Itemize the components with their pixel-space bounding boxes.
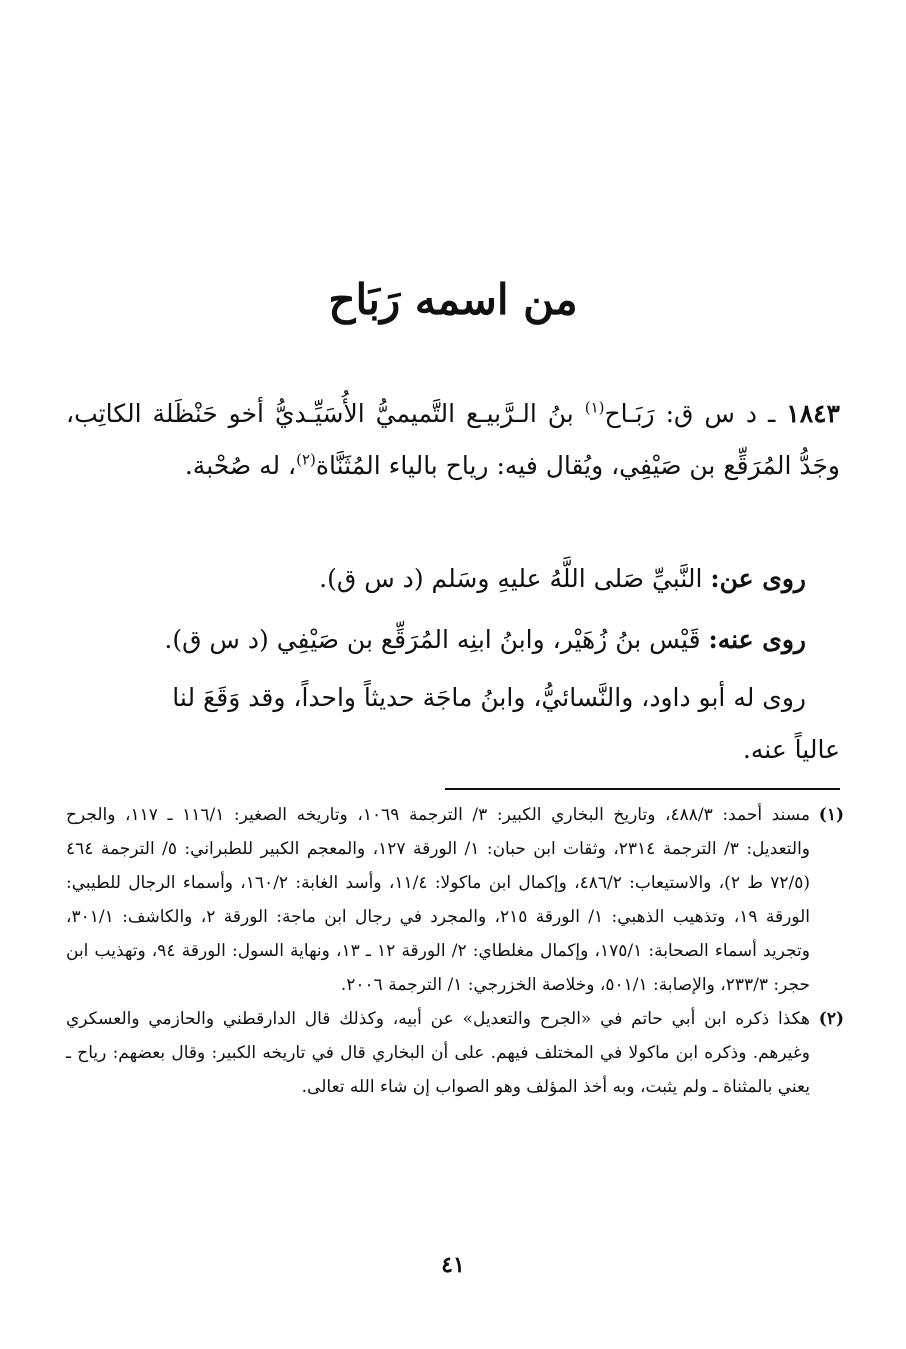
page-number: ٤١ [441,1252,465,1278]
entry-body: بنُ الـرَّبيـع التَّميميُّ الأُسَيِّـديُّ أخو حَنْظَلة الكاتِب، وجَدُّ المُرَقِّع بن صَيْفِي، ويُقال فيه: رياح بالياء المُثَنَّاة [66,399,840,480]
footnote-ref-2[interactable]: (٢) [296,450,316,469]
footnote-number-2: (٢) [818,1009,844,1029]
footnote-number-1: (١) [818,805,844,825]
footnotes [66,798,844,1104]
entry-name: رَبَـاح [604,399,655,428]
footnote-text-2: هكذا ذكره ابن أبي حاتم في «الجرح والتعديل» عن أبيه، وكذلك قال الدارقطني والحازمي والعسكري وغيرهم. وذكره ابن ماكولا في المختلف فيهم. على أن البخاري قال في تاريخه الكبير: وقال بعضهم: رياح ـ يعني بالمثناة ـ ولم يثبت، وبه أخذ المؤلف وهو الصواب إن شاء الله تعالى. [66,1009,810,1097]
narrated-for-line-2: عالياً عنه. [742,735,840,764]
footnote-2 [66,1002,844,1104]
section-heading: من اسمه رَبَاح [328,275,578,324]
footnote-1 [66,798,844,1002]
biography-entry [66,388,840,492]
narrated-by-paragraph [66,614,806,666]
entry-number: ١٨٤٣ [786,399,840,428]
entry-tail: ، له صُحْبة. [184,451,297,480]
entry-paragraph [66,388,840,492]
narrated-for-paragraph [66,672,840,776]
narrated-from-label: روى عن: [710,564,806,593]
entry-sigla: د س ق: [665,399,757,428]
footnote-text-1: مسند أحمد: ٤٨٨/٣، وتاريخ البخاري الكبير: ٣/ الترجمة ١٠٦٩، وتاريخه الصغير: ١١٦/١ ـ ١١٧، والجرح والتعديل: ٣/ الترجمة ٢٣١٤، وثقات ابن حبان: ١/ الورقة ١٢٧، والمعجم الكبير للطبراني: ٥/ الترجمة ٤٦٤ (٧٢/٥ ط ٢)، والاستيعاب: ٤٨٦/٢، وإكمال ابن ماكولا: ١١/٤، وأسد الغابة: ١٦٠/٢، وأسماء الرجال للطيبي: الورقة ١٩، وتذهيب الذهبي: ١/ الورقة ٢١٥، والمجرد في رجال ابن ماجة: الورقة ٢، والكاشف: ٣٠١/١، وتجريد أسماء الصحابة: ١٧٥/١، وإكمال مغلطاي: ٢/ الورقة ١٢ ـ ١٣، ونهاية السول: الورقة ٩٤، وتهذيب ابن حجر: ٢٣٣/٣، والإصابة: ٥٠١/١، وخلاصة الخزرجي: ١/ الترجمة ٢٠٠٦. [66,805,811,995]
narrated-by-label: روى عنه: [708,625,806,654]
narrated-for-line-1: روى له أبو داود، والنَّسائيُّ، وابنُ ماجَة حديثاً واحداً، وقد وَقَعَ لنا [172,683,806,712]
entry-dash: ـ [767,399,776,428]
footnote-ref-1[interactable]: (١) [584,398,605,417]
narrated-from-paragraph [66,553,806,605]
narrated-from-text: النَّبيِّ صَلى اللَّهُ عليهِ وسَلم (د س ق). [319,564,711,593]
narrated-by-text: قَيْس بنُ زُهَيْر، وابنُ ابنِه المُرَقِّع بن صَيْفِي (د س ق). [164,625,709,654]
footnote-separator [445,788,840,790]
